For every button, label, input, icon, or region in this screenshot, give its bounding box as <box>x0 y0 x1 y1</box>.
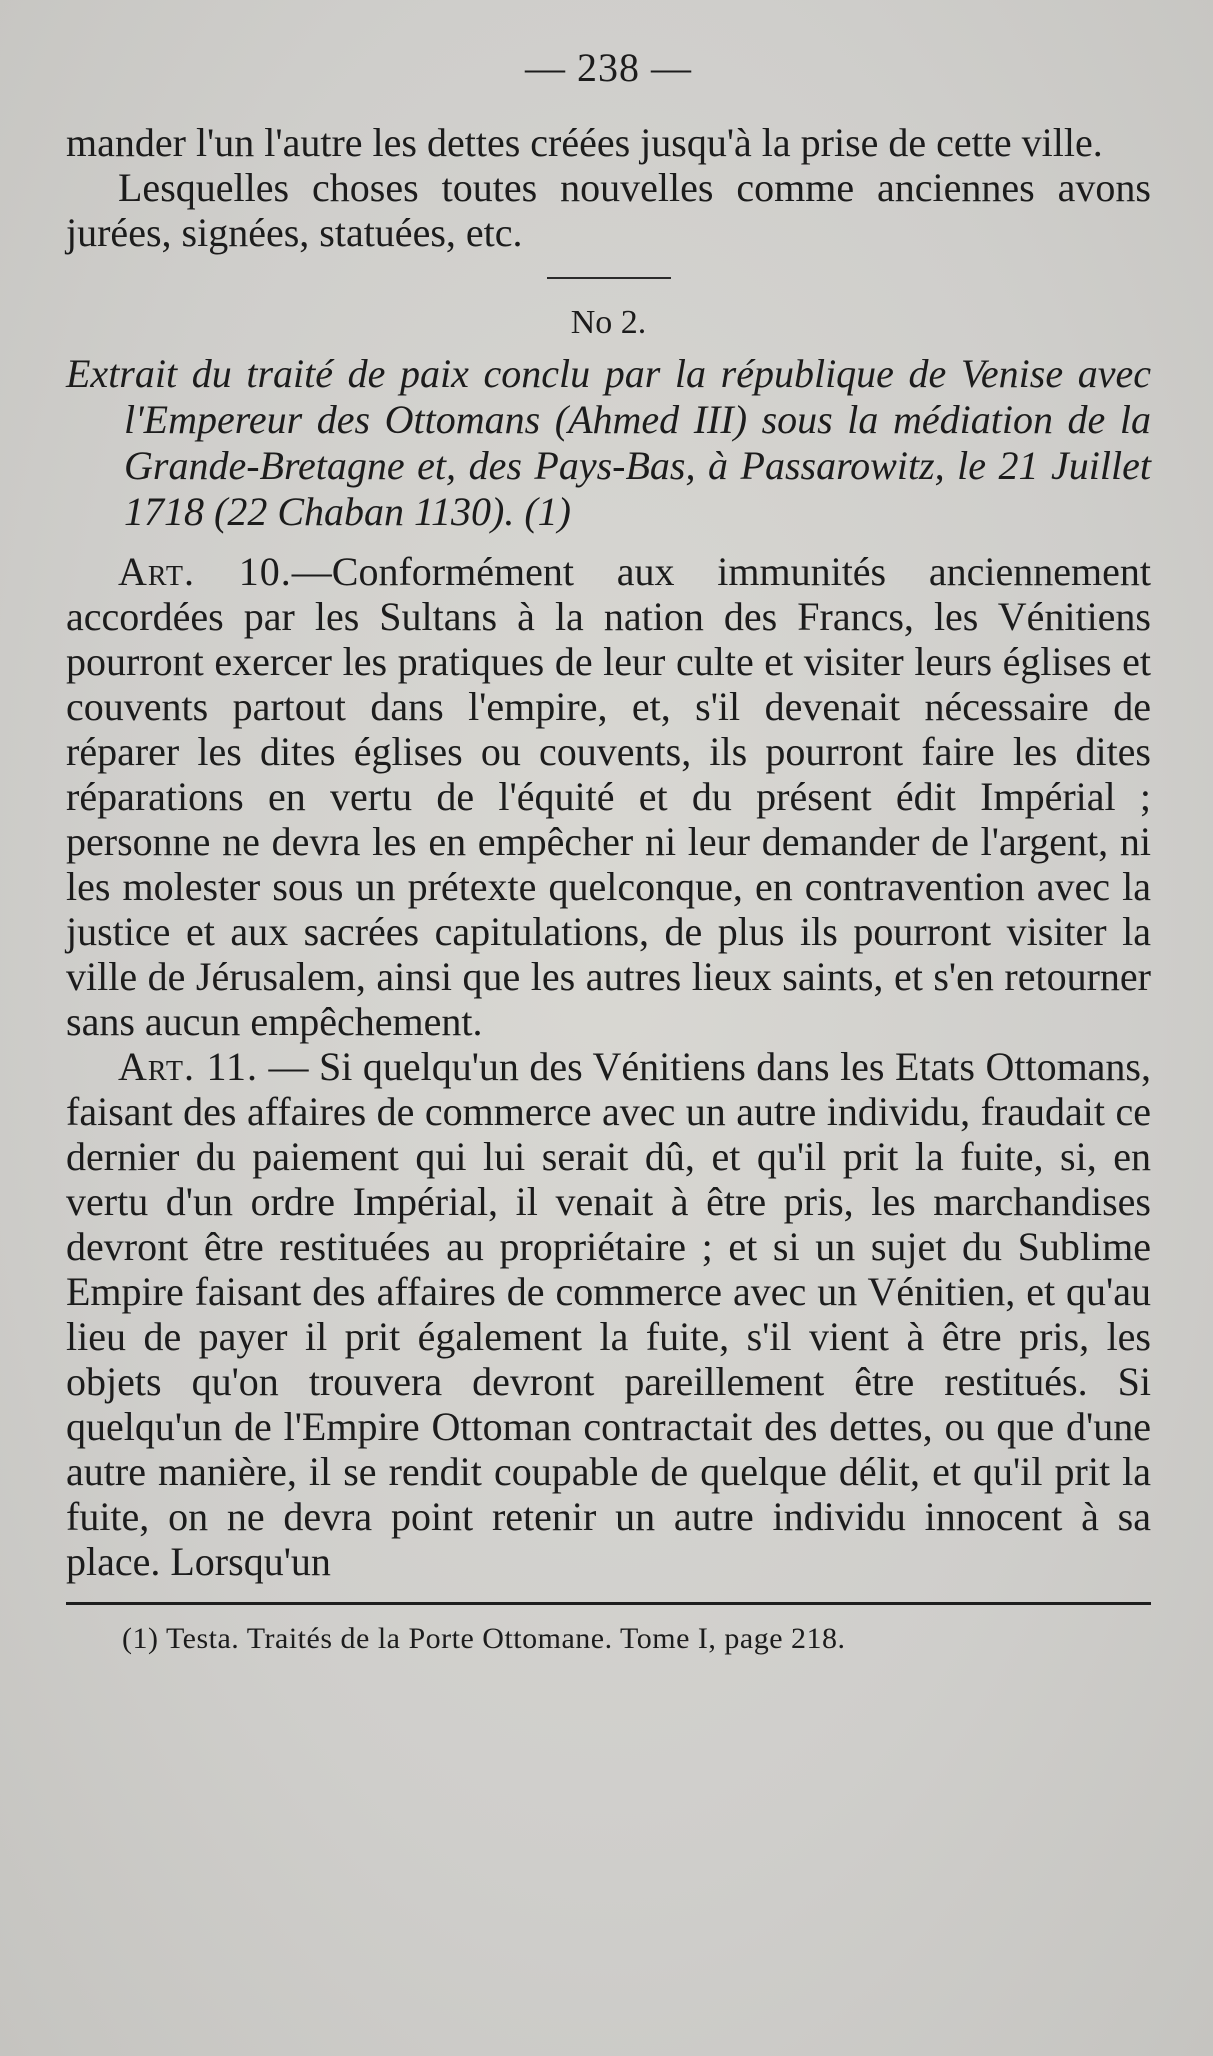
section-number: No 2. <box>570 304 647 341</box>
article-10-label: Art. 10. <box>118 549 292 594</box>
article-10-text: —Conformément aux immunités anciennement accordées par les Sultans à la nation des Francs, les Vénitiens pourront exercer les pratiques de leur culte et visiter leurs églises et couvents partout dans l'empire, et, s'il devenait nécessaire de réparer les dites églises ou couvents, ils pourront faire les dites réparations en vertu de l'équité et du présent édit Impérial ; personne ne devra les en empêcher ni leur demander de l'argent, ni les molester sous un prétexte quelconque, en contravention avec la justice et aux sacrées capitulations, de plus ils pourront visiter la ville de Jérusalem, ainsi que les autres lieux saints, et s'en retourner sans aucun empêchement. <box>66 549 1152 1044</box>
section-divider <box>547 277 671 279</box>
page-number: — 238 — <box>525 45 692 90</box>
section-title: Extrait du traité de paix conclu par la république de Venise avec l'Empereur des Ottomans (Ahmed III) sous la médiation de la Grande-Bretagne et, des Pays-Bas, à Passarowitz, le 21 Juillet 1718 (22 Chaban 1130). (1) <box>66 351 1151 534</box>
footnote: (1) Testa. Traités de la Porte Ottomane. Tome I, page 218. <box>122 1622 846 1655</box>
article-10 <box>66 549 1151 1044</box>
article-11-text: — Si quelqu'un des Vénitiens dans les Etats Ottomans, faisant des affaires de commerce avec un autre individu, fraudait ce dernier du paiement qui lui serait dû, et qu'il prit la fuite, si, en vertu d'un ordre Impérial, il venait à être pris, les marchandises devront être restituées au propriétaire ; et si un sujet du Sublime Empire faisant des affaires de commerce avec un Vénitien, et qu'au lieu de payer il prit également la fuite, s'il vient à être pris, les objets qu'on trouvera devront pareillement être restitués. Si quelqu'un de l'Empire Ottoman contractait des dettes, ou que d'une autre manière, il se rendit coupable de quelque délit, et qu'il prit la fuite, on ne devra point retenir un autre individu innocent à sa place. Lorsqu'un <box>66 1044 1152 1584</box>
opening-text-1: mander l'un l'autre les dettes créées jusqu'à la prise de cette ville. <box>66 120 1103 165</box>
article-11 <box>66 1044 1151 1584</box>
article-11-label: Art. 11. <box>118 1044 258 1089</box>
opening-text-2: Lesquelles choses toutes nouvelles comme anciennes avons jurées, signées, statuées, etc. <box>66 165 1151 255</box>
footnote-rule <box>66 1602 1151 1605</box>
